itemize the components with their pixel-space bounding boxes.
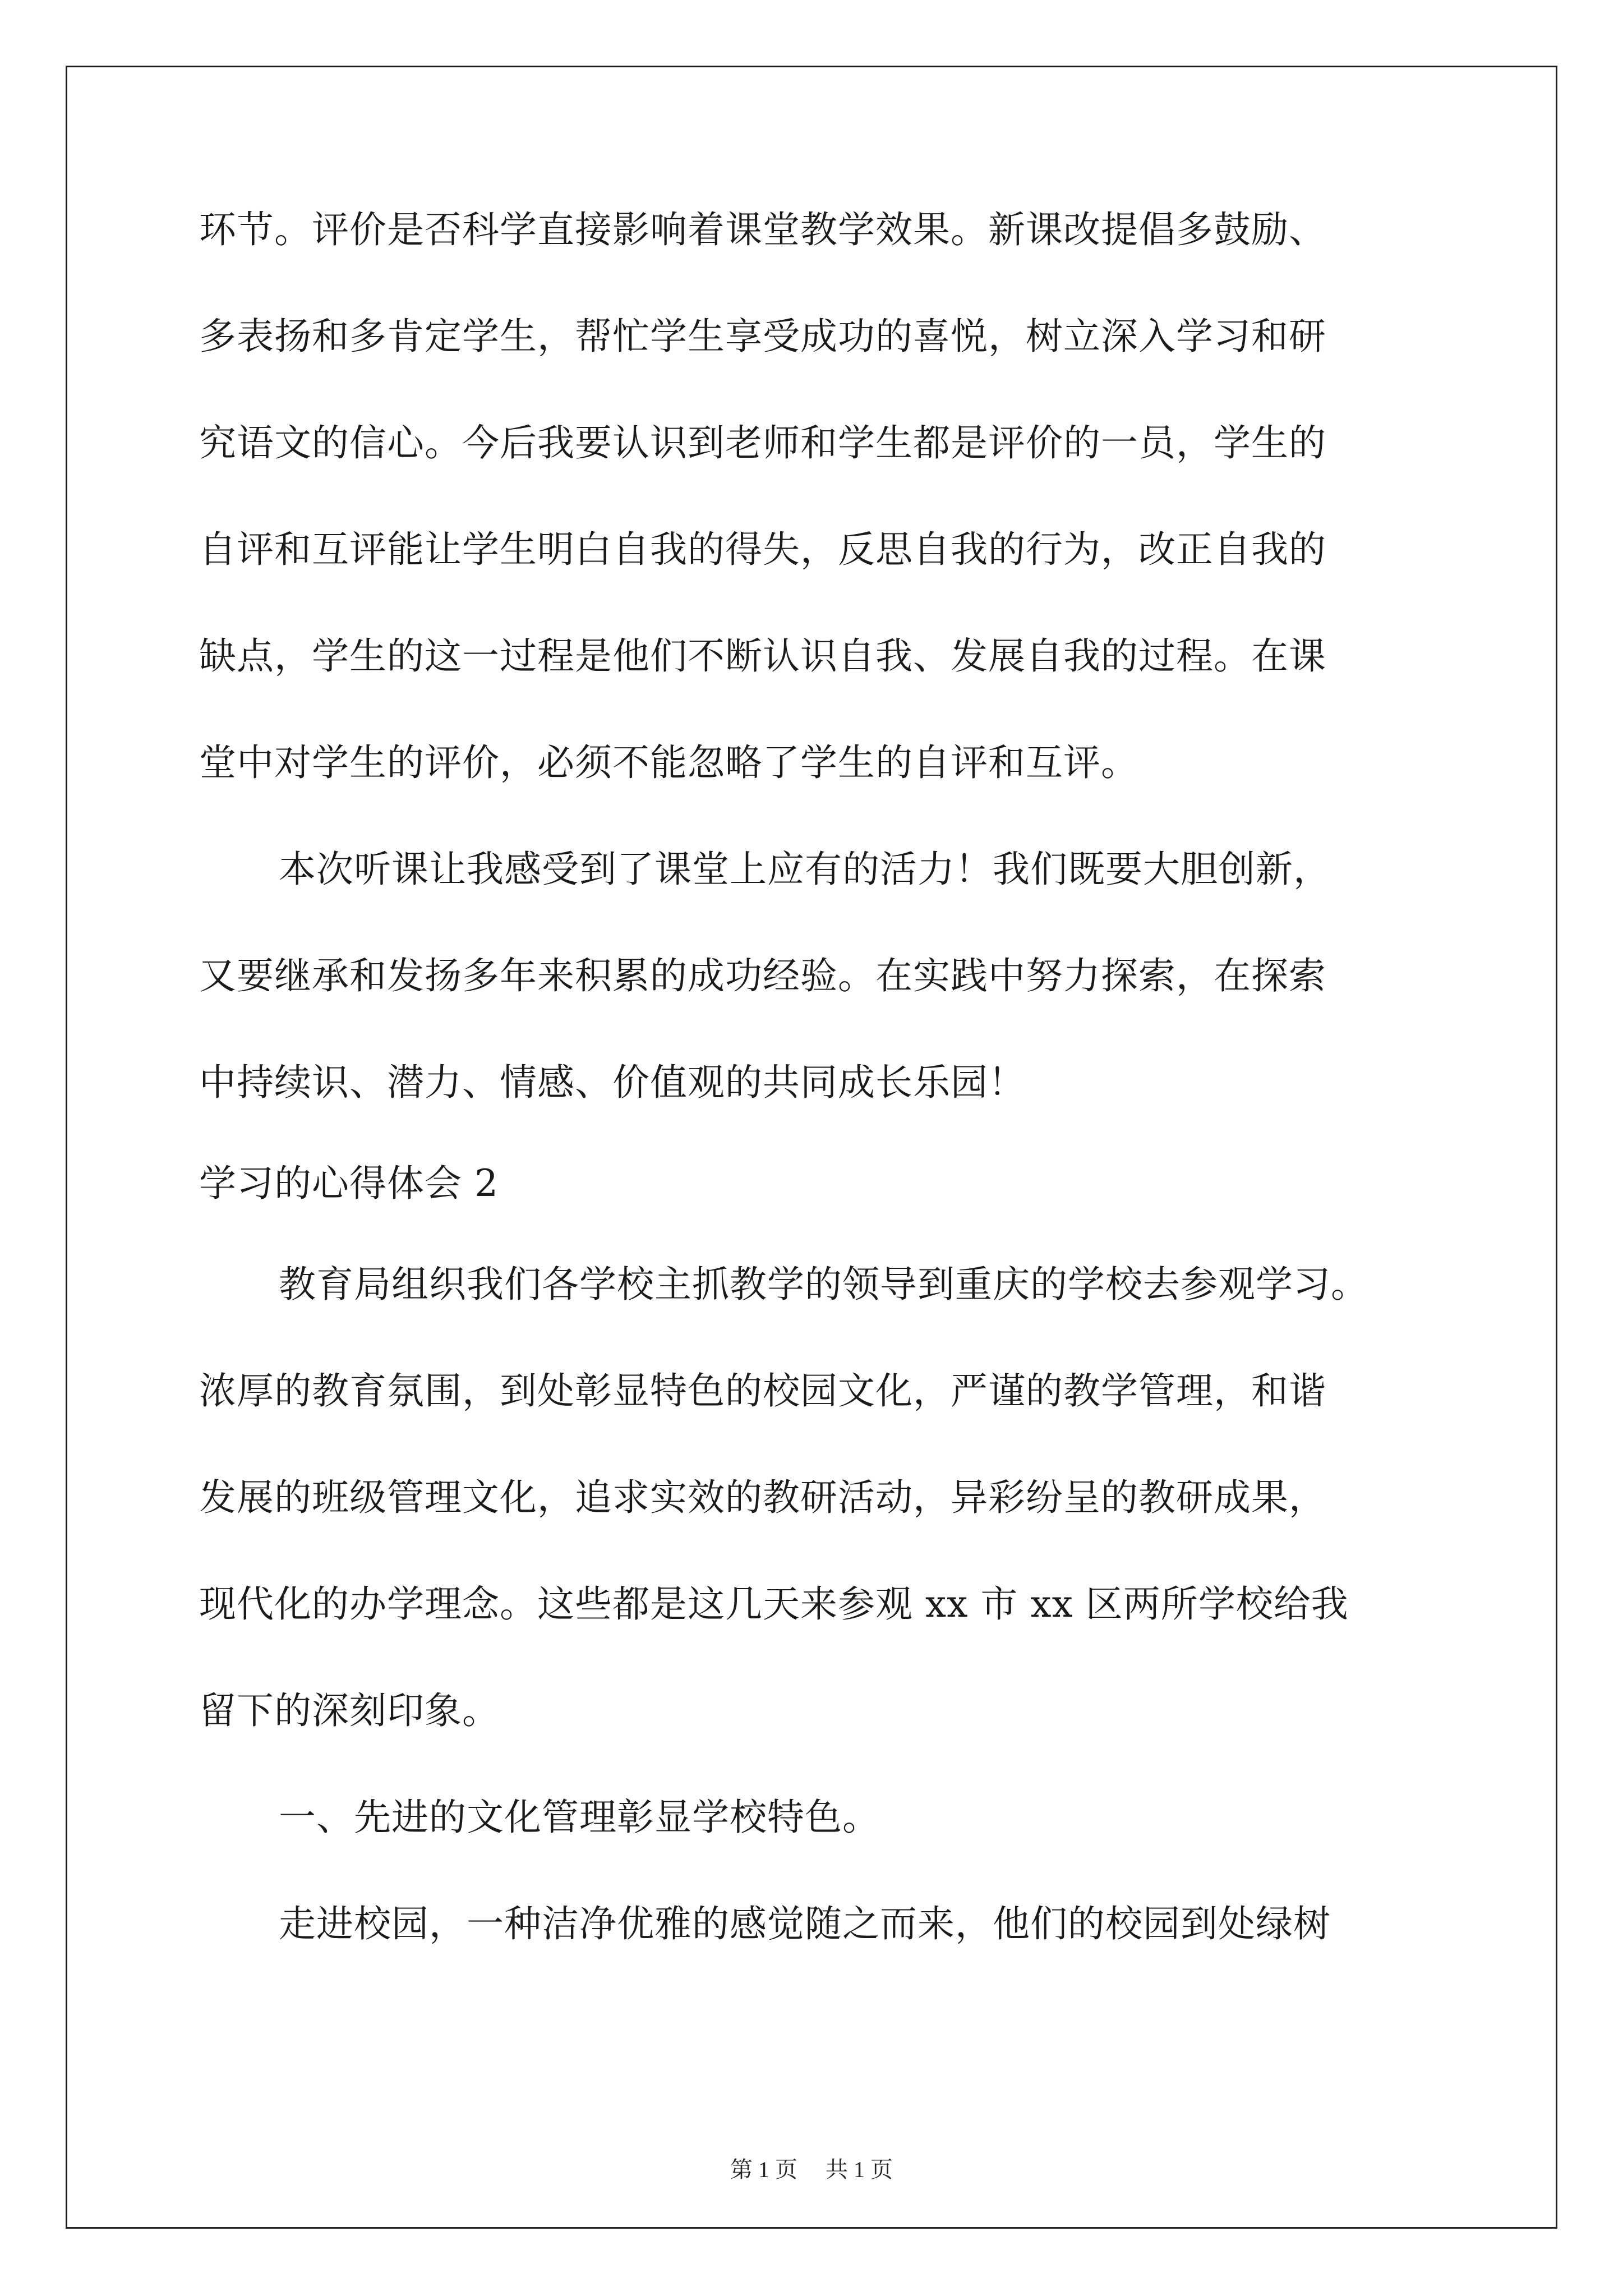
text-line: 浓厚的教育氛围，到处彰显特色的校园文化，严谨的教学管理，和谐 xyxy=(199,1369,1326,1412)
paragraph-first-line: 一、先进的文化管理彰显学校特色。 xyxy=(279,1796,880,1839)
section-heading: 学习的心得体会 2 xyxy=(199,1162,499,1205)
page-number-current: 第 1 页 xyxy=(730,2157,797,2182)
paragraph-first-line: 走进校园，一种洁净优雅的感觉随之而来，他们的校园到处绿树 xyxy=(279,1902,1331,1945)
text-line: 多表扬和多肯定学生，帮忙学生享受成功的喜悦，树立深入学习和研 xyxy=(199,315,1326,358)
paragraph-first-line: 教育局组织我们各学校主抓教学的领导到重庆的学校去参观学习。 xyxy=(279,1263,1368,1306)
page-footer xyxy=(0,2153,1623,2187)
text-line: 堂中对学生的评价，必须不能忽略了学生的自评和互评。 xyxy=(199,741,1138,784)
text-line: 究语文的信心。今后我要认识到老师和学生都是评价的一员，学生的 xyxy=(199,421,1326,464)
text-line: 留下的深刻印象。 xyxy=(199,1689,500,1732)
text-line: 又要继承和发扬多年来积累的成功经验。在实践中努力探索，在探索 xyxy=(199,954,1326,997)
text-line: 环节。评价是否科学直接影响着课堂教学效果。新课改提倡多鼓励、 xyxy=(199,208,1326,251)
text-line: 缺点，学生的这一过程是他们不断认识自我、发展自我的过程。在课 xyxy=(199,634,1326,678)
page-number-total: 共 1 页 xyxy=(826,2157,893,2182)
paragraph-first-line: 本次听课让我感受到了课堂上应有的活力！我们既要大胆创新， xyxy=(279,848,1331,891)
text-line: 发展的班级管理文化，追求实效的教研活动，异彩纷呈的教研成果， xyxy=(199,1476,1326,1519)
text-line: 中持续识、潜力、情感、价值观的共同成长乐园！ xyxy=(199,1061,1026,1104)
text-line: 现代化的办学理念。这些都是这几天来参观 xx 市 xx 区两所学校给我 xyxy=(199,1582,1349,1626)
text-line: 自评和互评能让学生明白自我的得失，反思自我的行为，改正自我的 xyxy=(199,528,1326,571)
